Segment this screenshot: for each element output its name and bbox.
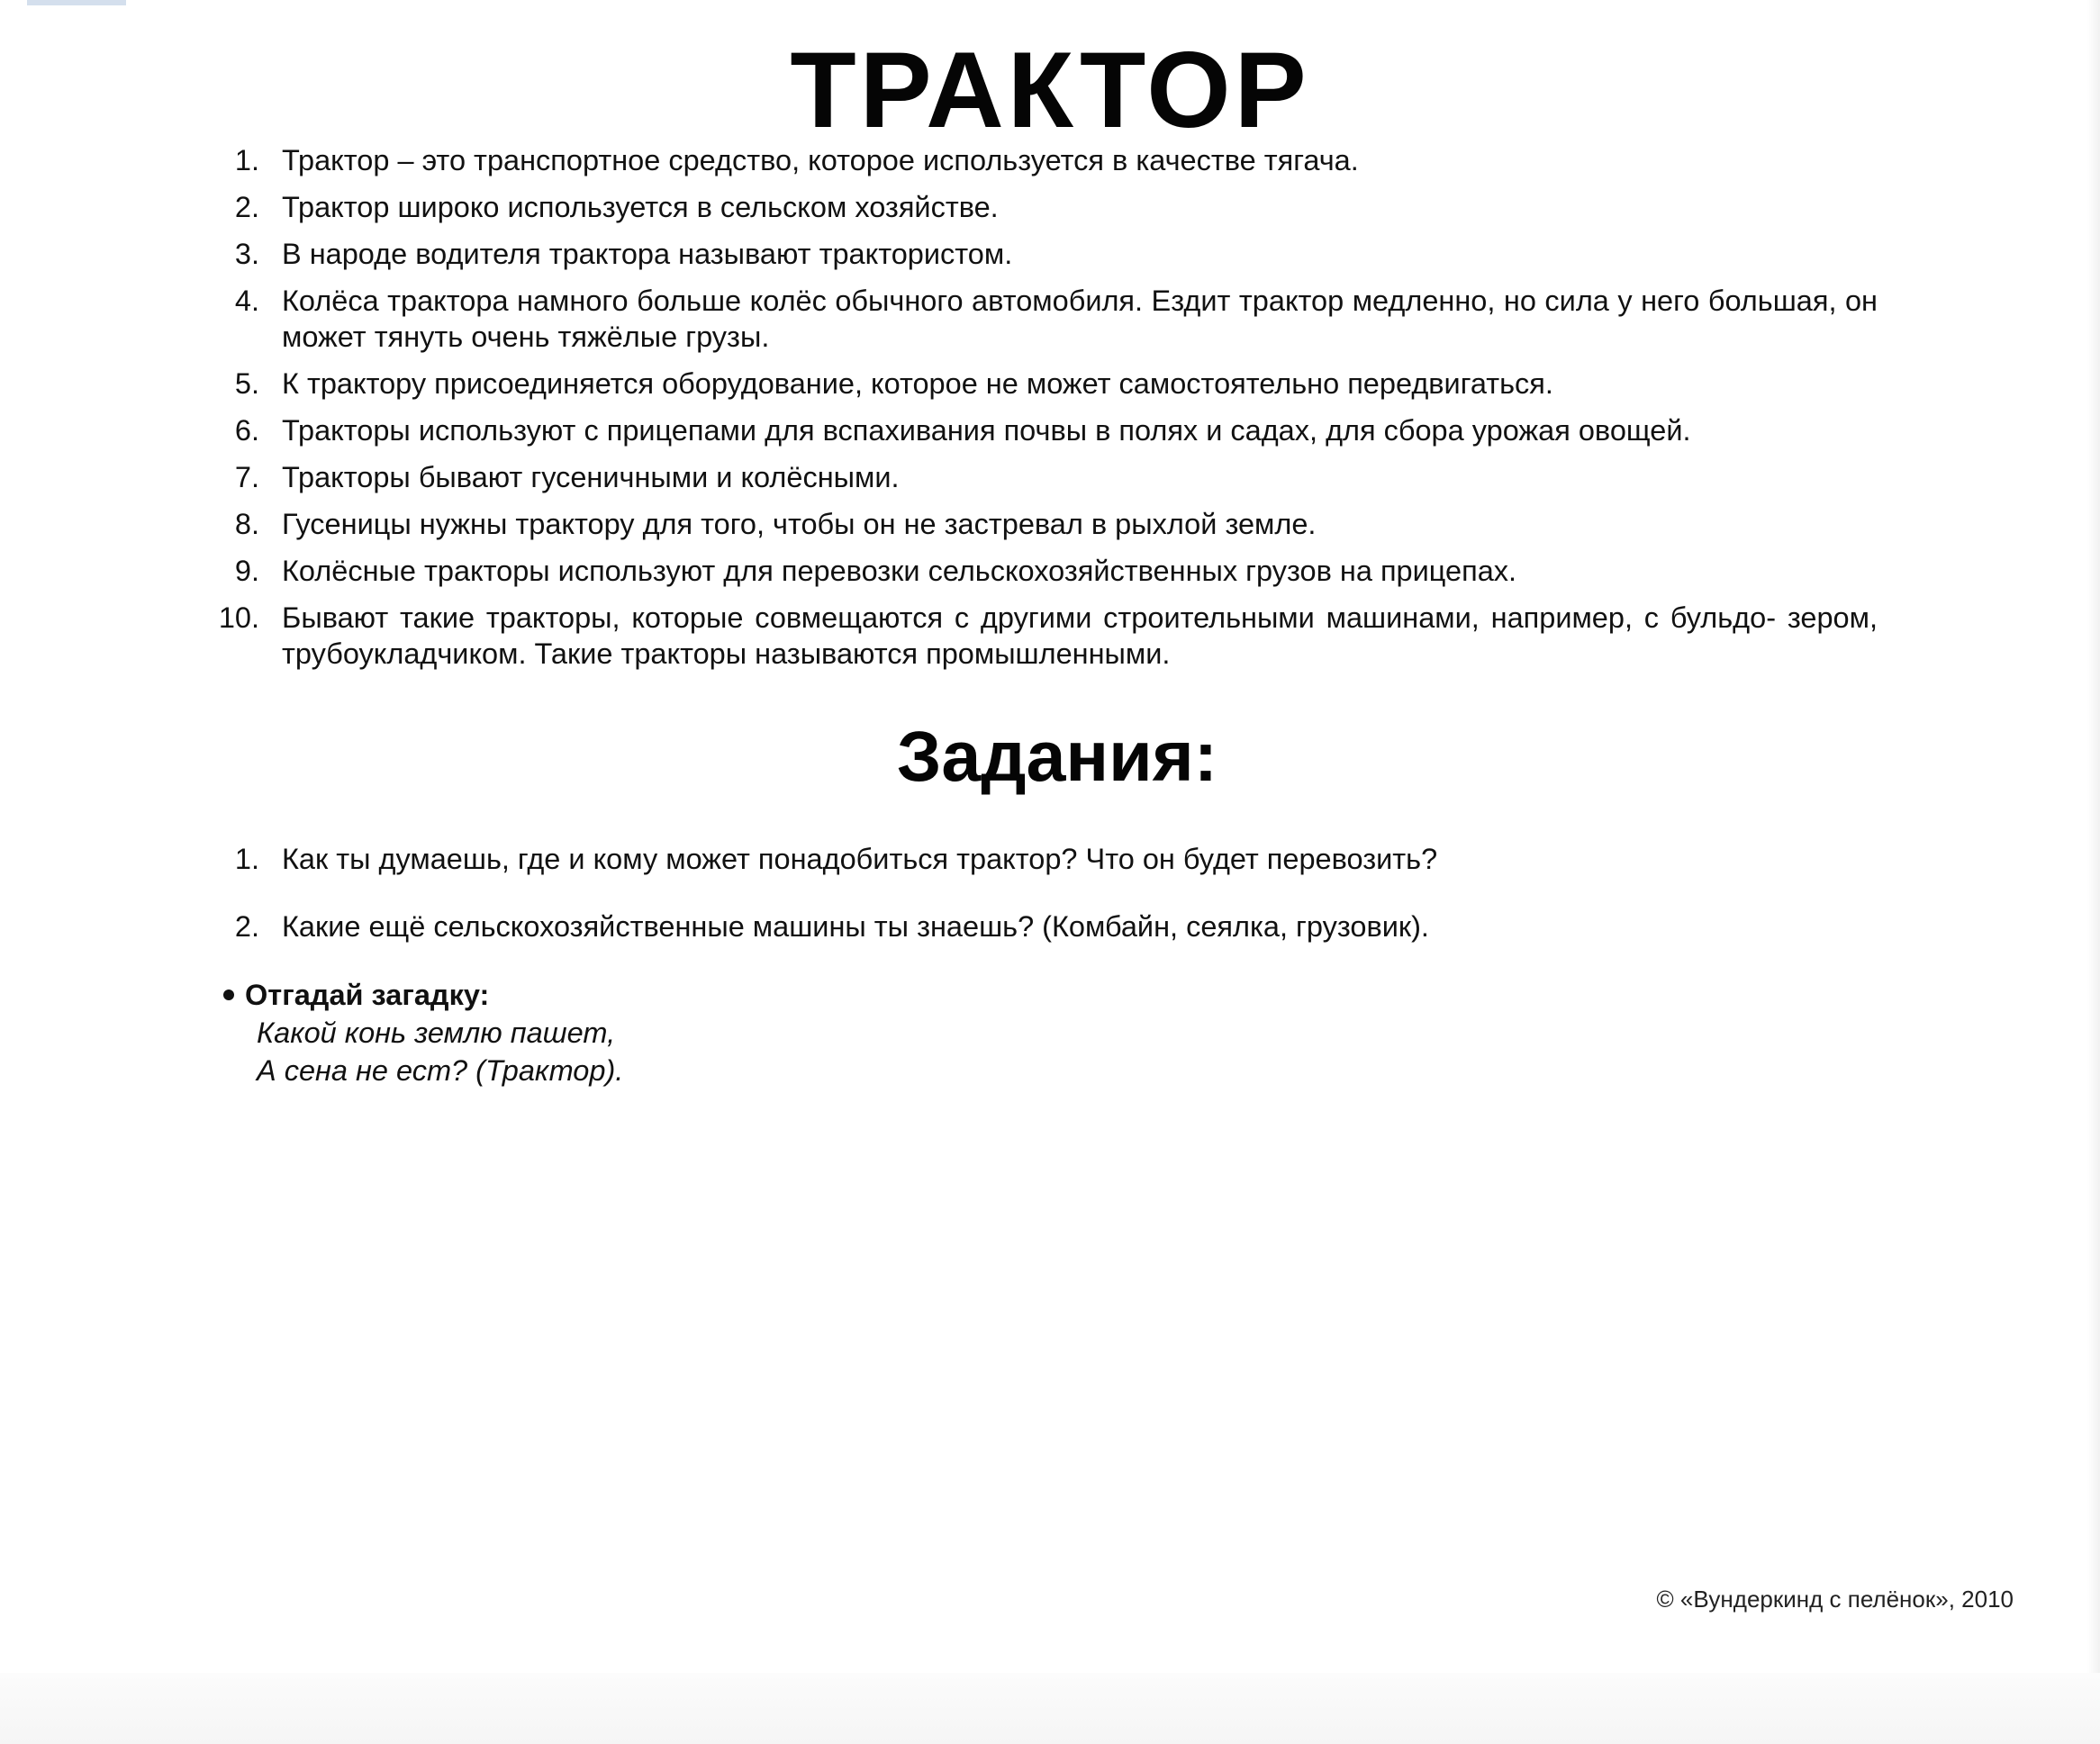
scan-mark (27, 0, 126, 5)
riddle-block (223, 976, 1034, 1089)
scan-edge (2087, 0, 2100, 1675)
fact-number: 8. (234, 508, 259, 540)
fact-text: К трактору присоединяется оборудование, которое не может самостоятельно передвигаться. (282, 367, 1553, 400)
bullet-icon (223, 989, 234, 1000)
fact-text: В народе водителя трактора называют трактористом. (282, 238, 1013, 270)
fact-item-1 (216, 142, 1878, 178)
task-text: Какие ещё сельскохозяйственные машины ты знаешь? (Комбайн, сеялка, грузовик). (282, 910, 1429, 943)
facts-list (216, 142, 1878, 682)
fact-number: 1. (234, 144, 259, 176)
page-title: ТРАКТОР (790, 30, 1310, 150)
riddle-line-1: Какой конь землю пашет, (257, 1017, 616, 1049)
task-item-1 (216, 841, 1878, 877)
fact-text: Тракторы используют с прицепами для вспахивания почвы в полях и садах, для сбора урожая овощей. (282, 414, 1691, 447)
fact-text: Трактор широко используется в сельском хозяйстве. (282, 191, 999, 223)
fact-item-4 (216, 283, 1878, 355)
fact-item-10 (216, 600, 1878, 672)
fact-number: 6. (234, 414, 259, 447)
fact-number: 2. (234, 191, 259, 223)
fact-number: 10. (218, 601, 259, 634)
fact-item-3 (216, 236, 1878, 272)
fact-text: Колёса трактора намного больше колёс обычного автомобиля. Ездит трактор медленно, но сила у него большая, он может тянуть очень тяжёлые грузы. (282, 285, 1878, 353)
task-item-2 (216, 908, 1878, 944)
scan-bottom-shade (0, 1673, 2100, 1744)
fact-item-6 (216, 412, 1878, 448)
tasks-heading: Задания: (896, 716, 1218, 796)
fact-item-7 (216, 459, 1878, 495)
fact-text: Бывают такие тракторы, которые совмещаются с другими строительными машинами, например, с бульдо- зером, трубоукладчиком. Такие тракторы называются промышленными. (282, 601, 1878, 670)
task-number: 2. (234, 910, 259, 943)
fact-text: Тракторы бывают гусеничными и колёсными. (282, 461, 900, 493)
fact-text: Трактор – это транспортное средство, которое используется в качестве тягача. (282, 144, 1359, 176)
fact-number: 3. (234, 238, 259, 270)
fact-item-8 (216, 506, 1878, 542)
riddle-line-2: А сена не ест? (Трактор). (257, 1054, 624, 1087)
fact-number: 9. (234, 555, 259, 587)
task-text: Как ты думаешь, где и кому может понадобиться трактор? Что он будет перевозить? (282, 843, 1438, 875)
riddle-heading-row (223, 976, 1034, 1014)
riddle-heading: Отгадай загадку: (245, 979, 490, 1011)
tasks-list (216, 841, 1878, 976)
fact-text: Гусеницы нужны трактору для того, чтобы он не застревал в рыхлой земле. (282, 508, 1317, 540)
fact-number: 4. (234, 285, 259, 317)
fact-number: 5. (234, 367, 259, 400)
fact-item-5 (216, 366, 1878, 402)
fact-text: Колёсные тракторы используют для перевозки сельскохозяйственных грузов на прицепах. (282, 555, 1517, 587)
copyright-notice: © «Вундеркинд с пелёнок», 2010 (1656, 1586, 2014, 1613)
fact-item-9 (216, 553, 1878, 589)
fact-number: 7. (234, 461, 259, 493)
task-number: 1. (234, 843, 259, 875)
fact-item-2 (216, 189, 1878, 225)
